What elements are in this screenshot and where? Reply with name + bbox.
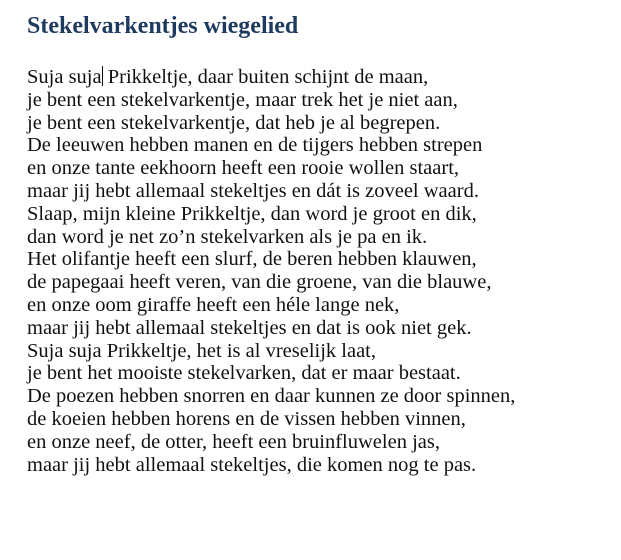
poem-line-10: de papegaai heeft veren, van die groene, van die blauwe, bbox=[27, 271, 492, 294]
poem-line-11: en onze oom giraffe heeft een héle lange nek, bbox=[27, 293, 400, 316]
poem-line-4: De leeuwen hebben manen en de tijgers hebben strepen bbox=[27, 134, 483, 157]
poem-line-3: je bent een stekelvarkentje, dat heb je al begrepen. bbox=[27, 111, 441, 134]
poem-line-1 bbox=[27, 66, 617, 89]
poem-line-6: maar jij hebt allemaal stekeltjes en dát is zoveel waard. bbox=[27, 179, 479, 202]
poem-line-7: Slaap, mijn kleine Prikkeltje, dan word je groot en dik, bbox=[27, 202, 477, 225]
poem-line-2: je bent een stekelvarkentje, maar trek het je niet aan, bbox=[27, 88, 458, 111]
poem-line-15: De poezen hebben snorren en daar kunnen ze door spinnen, bbox=[27, 385, 516, 408]
poem-line-9: Het olifantje heeft een slurf, de beren hebben klauwen, bbox=[27, 248, 477, 271]
poem-line-18: maar jij hebt allemaal stekeltjes, die komen nog te pas. bbox=[27, 453, 477, 476]
poem-line-16: de koeien hebben horens en de vissen hebben vinnen, bbox=[27, 407, 466, 430]
poem-line-5: en onze tante eekhoorn heeft een rooie wollen staart, bbox=[27, 157, 460, 180]
poem-line-8: dan word je net zo’n stekelvarken als je pa en ik. bbox=[27, 225, 428, 248]
poem-line-1-start: Suja suja bbox=[27, 66, 102, 88]
document-title: Stekelvarkentjes wiegelied bbox=[27, 13, 299, 39]
poem-line-1-end: Prikkeltje, daar buiten schijnt de maan, bbox=[102, 66, 429, 88]
poem-line-12: maar jij hebt allemaal stekeltjes en dat is ook niet gek. bbox=[27, 316, 472, 339]
poem-line-13: Suja suja Prikkeltje, het is al vreselijk laat, bbox=[27, 339, 376, 362]
poem-line-14: je bent het mooiste stekelvarken, dat er maar bestaat. bbox=[27, 362, 461, 385]
poem-line-17: en onze neef, de otter, heeft een bruinfluwelen jas, bbox=[27, 430, 440, 453]
poem-body[interactable] bbox=[27, 66, 617, 476]
